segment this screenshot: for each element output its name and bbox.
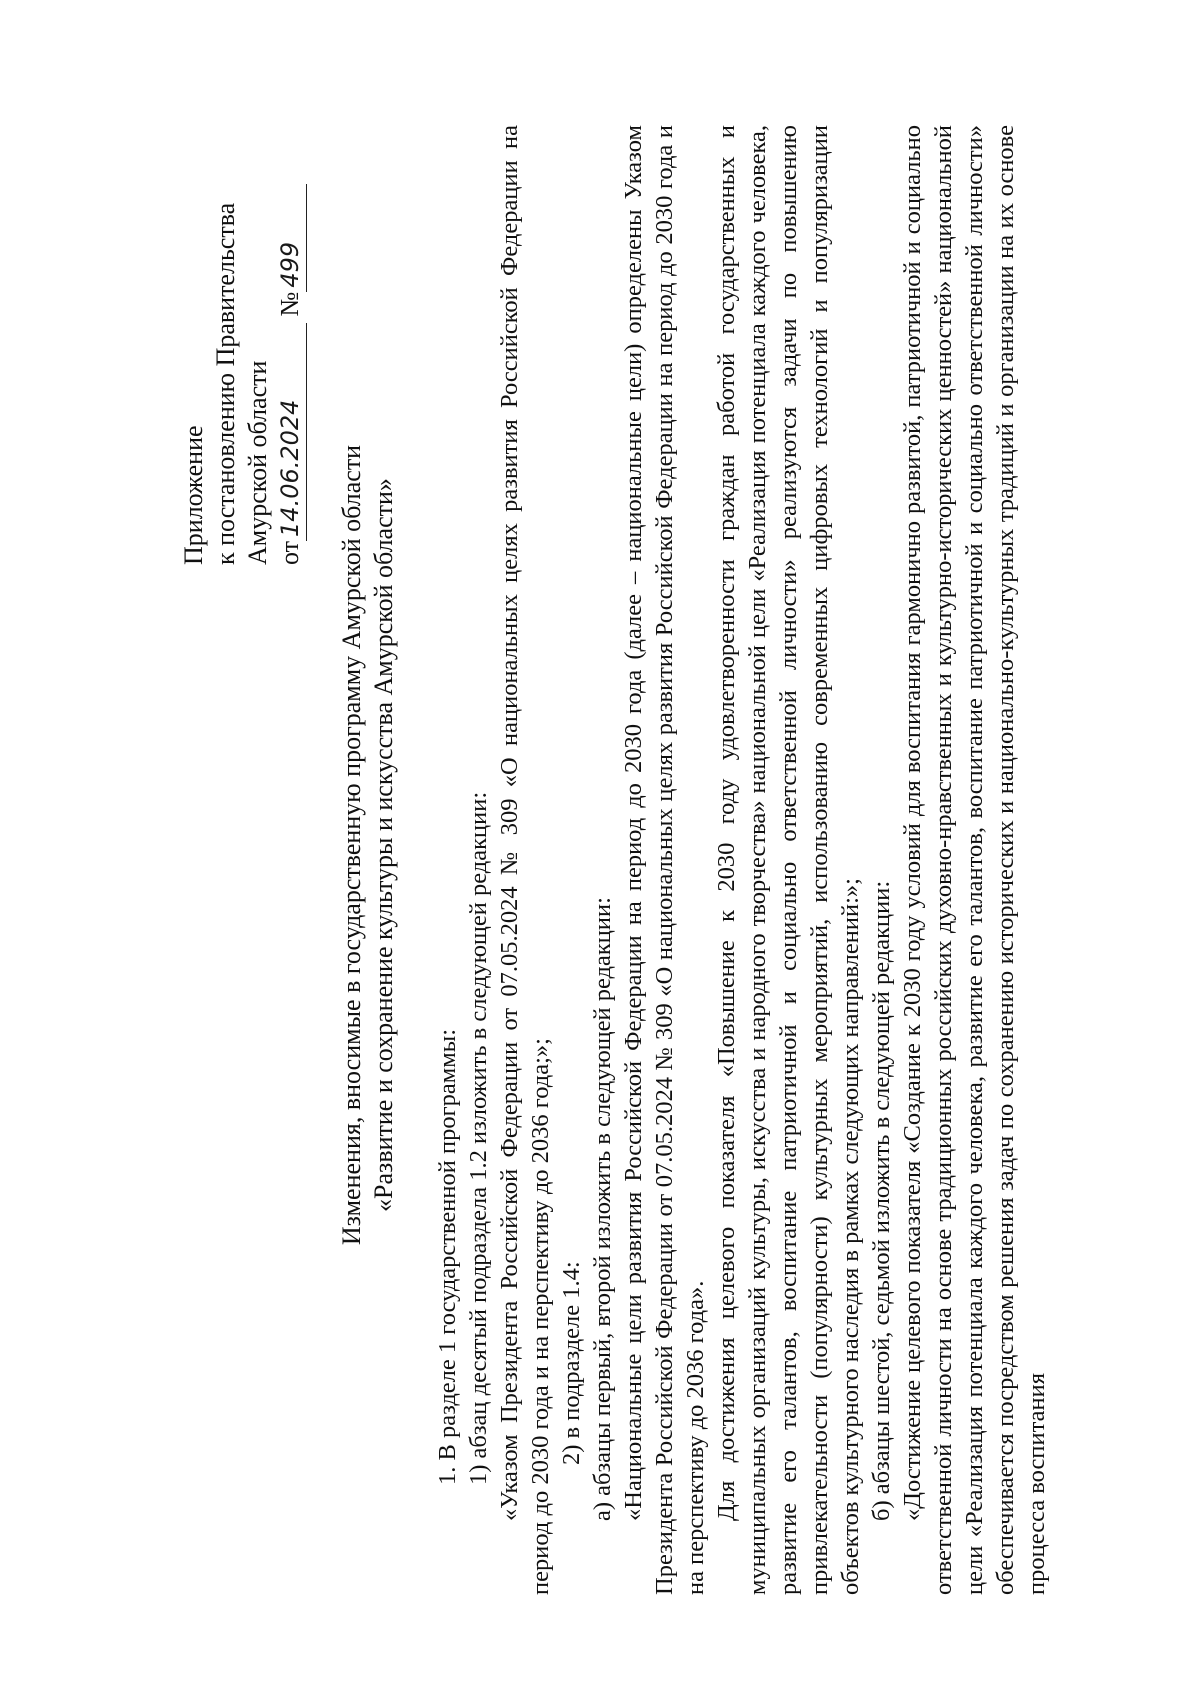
region-name: Амурской области: [243, 360, 272, 565]
document-body: [432, 125, 1052, 1595]
paragraph-decree-quote: «Указом Президента Российской Федерации от 07.05.2024 № 309 «О национальных целях развития Российской Федерации на период до 2030 года и на перспективу до 2036 года;»;: [496, 125, 554, 1595]
appendix-label: Приложение: [179, 425, 208, 565]
document-title: [336, 295, 400, 1395]
paragraph-subitem-a: а) абзацы первый, второй изложить в следующей редакции:: [589, 897, 616, 1521]
paragraph-section-1: 1. В разделе 1 государственной программы:: [434, 1028, 461, 1485]
handwritten-date: 14.06.2024: [274, 323, 307, 541]
paragraph-target-indicator: Для достижения целевого показателя «Повышение к 2030 году удовлетворенности граждан работой государственных и муниципальных организаций культуры, искусства и народного творчества» национальной цели «Реализация потенциала каждого человека, развитие его талантов, воспитание патриотичной и социально ответственной личности» реализуются задачи по повышению привлекательности (популярности) культурных мероприятий, использованию современных цифровых технологий и популяризации объектов культурного наследия в рамках следующих направлений:»;: [713, 125, 864, 1595]
number-sign: №: [275, 291, 304, 317]
appendix-header: [178, 125, 307, 565]
paragraph-achievement: «Достижение целевого показателя «Создание к 2030 году условий для воспитания гармонично развитой, патриотичной и социально ответственной личности на основе традиционных российских духовно-нравственных и культурно-исторических ценностей» национальной цели «Реализация потенциала каждого человека, развитие его талантов, воспитание патриотичной и социально ответственной личности» обеспечивается посредством решения задач по сохранению исторических и национально-культурных традиций и организации на их основе процесса воспитания: [899, 125, 1050, 1595]
resolution-reference: к постановлению Правительства: [211, 202, 240, 565]
paragraph-item-2: 2) в подразделе 1.4:: [558, 1261, 585, 1465]
from-prefix: от: [275, 540, 304, 565]
paragraph-national-goals: «Национальные цели развития Российской Федерации на период до 2030 года (далее – национальные цели) определены Указом Президента Российской Федерации от 07.05.2024 № 309 «О национальных целях развития Российской Федерации на период до 2030 года и на перспективу до 2036 года».: [620, 125, 709, 1595]
date-number-line: [274, 125, 307, 565]
title-line-2: «Развитие и сохранение культуры и искусства Амурской области»: [369, 478, 398, 1212]
title-line-1: Изменения, вносимые в государственную программу Амурской области: [337, 444, 366, 1246]
paragraph-subitem-b: б) абзацы шестой, седьмой изложить в следующей редакции:: [868, 880, 895, 1521]
handwritten-number: 499: [274, 184, 307, 292]
paragraph-item-1: 1) абзац десятый подраздела 1.2 изложить в следующей редакции:: [465, 791, 492, 1485]
